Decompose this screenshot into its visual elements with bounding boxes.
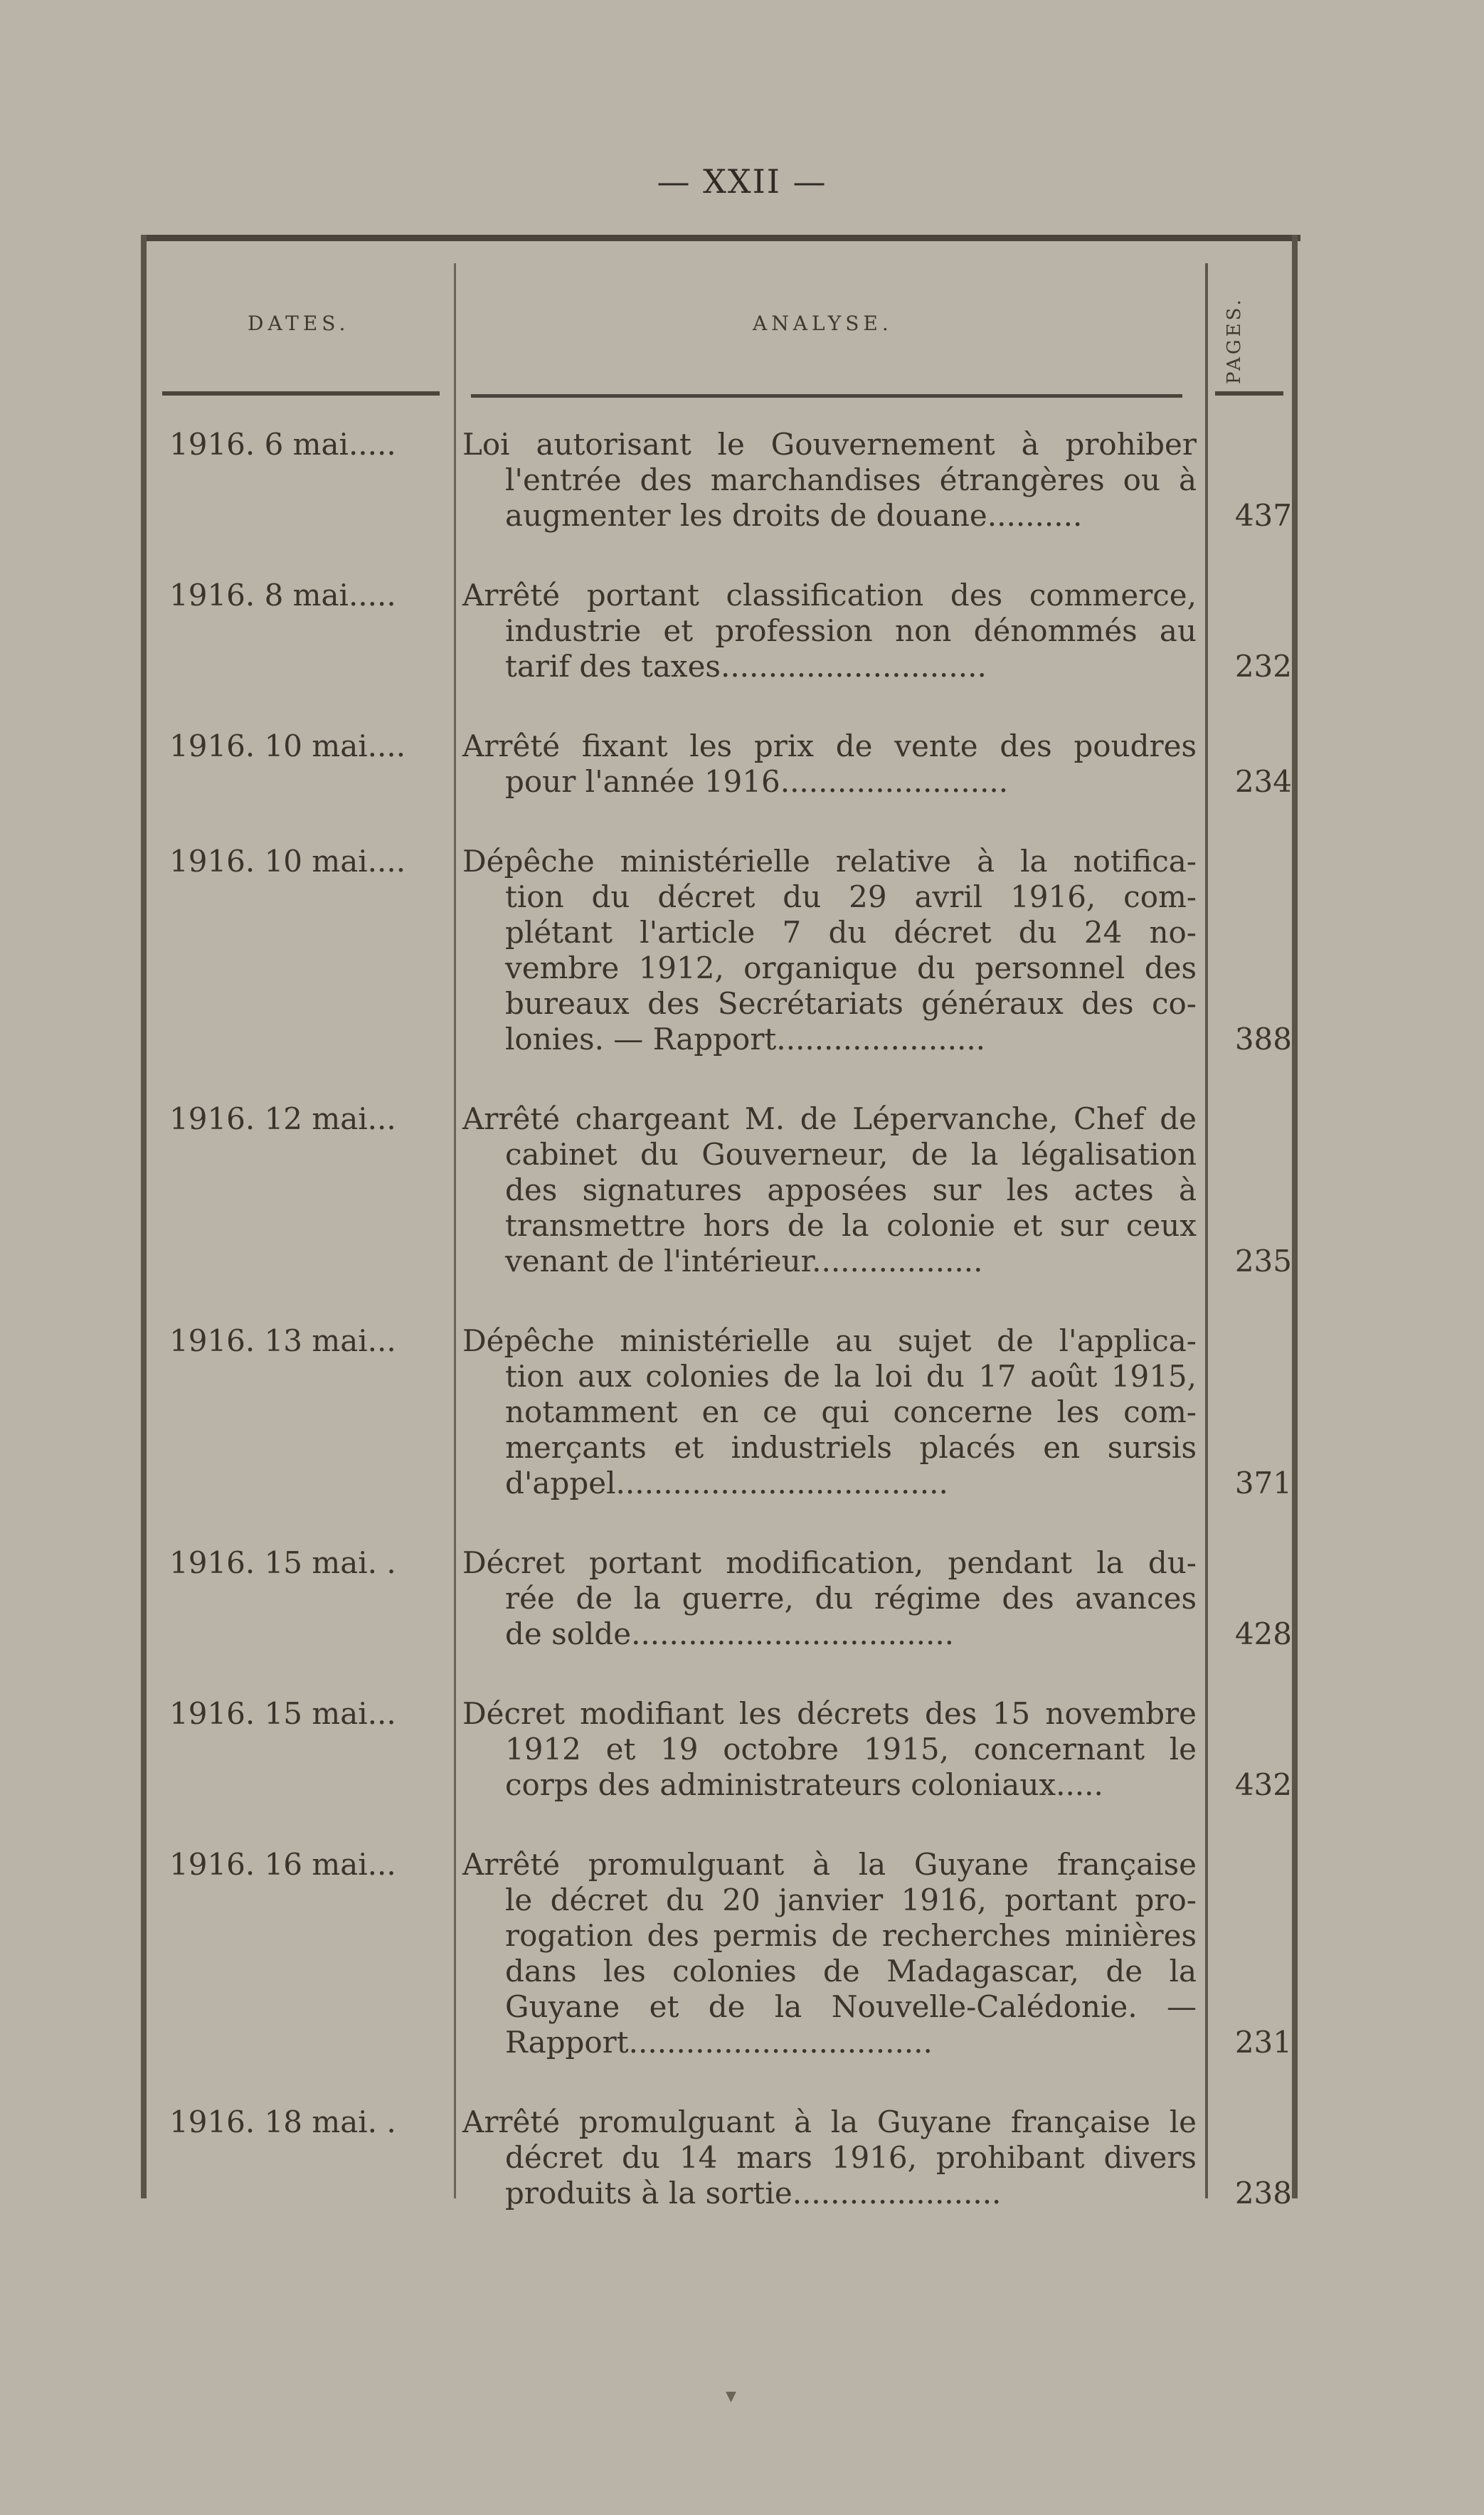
entry-analysis-line: pour l'année 1916........................ <box>505 764 1009 799</box>
entry-analysis-line: rogation des permis de recherches minières <box>505 1918 1197 1953</box>
entry-analysis <box>462 2104 1197 2211</box>
entry-analysis-line: Loi autorisant le Gouvernement à prohiber <box>462 427 1197 462</box>
entry-date: 1916. 15 mai. . <box>169 1545 396 1580</box>
entry-analysis-line: Arrêté promulguant à la Guyane française le <box>462 2104 1197 2139</box>
entry-analysis <box>462 1847 1197 2060</box>
entry-date: 1916. 10 mai.... <box>169 844 406 879</box>
entry-analysis-line: d'appel................................... <box>505 1466 948 1500</box>
entry-analysis-line: Arrêté portant classification des commerce, <box>462 578 1197 613</box>
entry-analysis-line: transmettre hors de la colonie et sur ceux <box>505 1208 1197 1243</box>
entry-analysis-line: Arrêté chargeant M. de Lépervanche, Chef de <box>462 1101 1197 1136</box>
entry-page-number: 428 <box>1234 1616 1292 1651</box>
entry-analysis-line: dans les colonies de Madagascar, de la <box>505 1954 1197 1989</box>
entry-analysis-line: l'entrée des marchandises étrangères ou à <box>505 462 1197 497</box>
entry-analysis-line: Arrêté fixant les prix de vente des poudres <box>462 729 1197 763</box>
entry-analysis-line: bureaux des Secrétariats généraux des co- <box>505 986 1197 1021</box>
entry-analysis-line: notamment en ce qui concerne les com- <box>505 1394 1197 1429</box>
entry-analysis-line: le décret du 20 janvier 1916, portant pro- <box>505 1883 1197 1917</box>
header-analyse: ANALYSE. <box>753 312 893 335</box>
entry-analysis <box>462 844 1197 1057</box>
entry-page-number: 388 <box>1234 1022 1292 1057</box>
header-dates: DATES. <box>248 312 350 335</box>
entry-analysis <box>462 1323 1197 1501</box>
entry-analysis-line: tion aux colonies de la loi du 17 août 1915, <box>505 1359 1197 1394</box>
entry-analysis-line: Arrêté promulguant à la Guyane française <box>462 1847 1197 1882</box>
entry-analysis <box>462 427 1197 534</box>
entry-analysis <box>462 1696 1197 1803</box>
entry-page-number: 371 <box>1234 1466 1292 1500</box>
index-entry <box>141 1101 1300 1323</box>
entry-date: 1916. 8 mai..... <box>169 578 396 613</box>
entry-analysis-line: décret du 14 mars 1916, prohibant divers <box>505 2140 1197 2175</box>
header-rule-dates <box>162 391 440 396</box>
index-entry <box>141 427 1300 578</box>
index-entry <box>141 729 1300 844</box>
entry-analysis-line: Dépêche ministérielle au sujet de l'applica- <box>462 1323 1197 1358</box>
entry-analysis-line: corps des administrateurs coloniaux..... <box>505 1767 1103 1802</box>
entry-analysis-line: 1912 et 19 octobre 1915, concernant le <box>505 1732 1197 1767</box>
entry-page-number: 235 <box>1234 1244 1292 1278</box>
entry-analysis-line: produits à la sortie...................... <box>505 2176 1002 2210</box>
entry-analysis-line: cabinet du Gouverneur, de la légalisation <box>505 1137 1197 1172</box>
entry-page-number: 232 <box>1234 649 1292 684</box>
entry-analysis-line: Rapport................................ <box>505 2025 933 2060</box>
entry-analysis-line: Guyane et de la Nouvelle-Calédonie. — <box>505 1989 1197 2024</box>
entry-analysis-line: rée de la guerre, du régime des avances <box>505 1581 1197 1616</box>
index-entry <box>141 1696 1300 1847</box>
entry-date: 1916. 16 mai... <box>169 1847 396 1882</box>
entry-analysis <box>462 578 1197 684</box>
top-rule <box>141 235 1300 241</box>
entry-page-number: 437 <box>1234 498 1292 533</box>
index-entry <box>141 844 1300 1101</box>
entry-analysis-line: tion du décret du 29 avril 1916, com- <box>505 879 1197 914</box>
header-rule-pages <box>1215 391 1283 396</box>
entry-analysis <box>462 1101 1197 1279</box>
entry-page-number: 238 <box>1234 2176 1292 2210</box>
entry-date: 1916. 15 mai... <box>169 1696 396 1731</box>
entry-page-number: 231 <box>1234 2025 1292 2060</box>
header-rule-analyse <box>471 394 1182 398</box>
index-entry <box>141 1545 1300 1696</box>
bottom-mark: ▾ <box>726 2383 737 2408</box>
entry-date: 1916. 13 mai... <box>169 1323 396 1358</box>
entry-analysis-line: plétant l'article 7 du décret du 24 no- <box>505 915 1197 950</box>
entries-list <box>141 427 1300 2255</box>
entry-analysis <box>462 1545 1197 1652</box>
entry-analysis-line: merçants et industriels placés en sursis <box>505 1430 1197 1465</box>
entry-analysis-line: vembre 1912, organique du personnel des <box>505 951 1197 985</box>
index-entry <box>141 578 1300 729</box>
entry-page-number: 234 <box>1234 764 1292 799</box>
entry-analysis-line: industrie et profession non dénommés au <box>505 613 1197 648</box>
entry-analysis-line: venant de l'intérieur.................. <box>505 1244 983 1278</box>
entry-date: 1916. 10 mai.... <box>169 729 406 763</box>
page-number: — XXII — <box>657 162 827 201</box>
entry-analysis-line: augmenter les droits de douane.......... <box>505 498 1083 533</box>
entry-analysis <box>462 729 1197 800</box>
index-entry <box>141 2104 1300 2255</box>
entry-analysis-line: tarif des taxes............................ <box>505 649 987 684</box>
header-pages: PAGES. <box>1224 297 1245 384</box>
index-entry <box>141 1323 1300 1545</box>
index-table <box>141 235 1300 2210</box>
entry-date: 1916. 18 mai. . <box>169 2104 396 2139</box>
entry-analysis-line: des signatures apposées sur les actes à <box>505 1172 1197 1207</box>
entry-date: 1916. 6 mai..... <box>169 427 396 462</box>
entry-analysis-line: Décret modifiant les décrets des 15 novembre <box>462 1696 1197 1731</box>
entry-analysis-line: de solde.................................. <box>505 1616 955 1651</box>
entry-analysis-line: Dépêche ministérielle relative à la notifica- <box>462 844 1197 879</box>
index-entry <box>141 1847 1300 2104</box>
entry-analysis-line: lonies. — Rapport...................... <box>505 1022 986 1057</box>
entry-page-number: 432 <box>1234 1767 1292 1802</box>
entry-date: 1916. 12 mai... <box>169 1101 396 1136</box>
entry-analysis-line: Décret portant modification, pendant la du- <box>462 1545 1197 1580</box>
